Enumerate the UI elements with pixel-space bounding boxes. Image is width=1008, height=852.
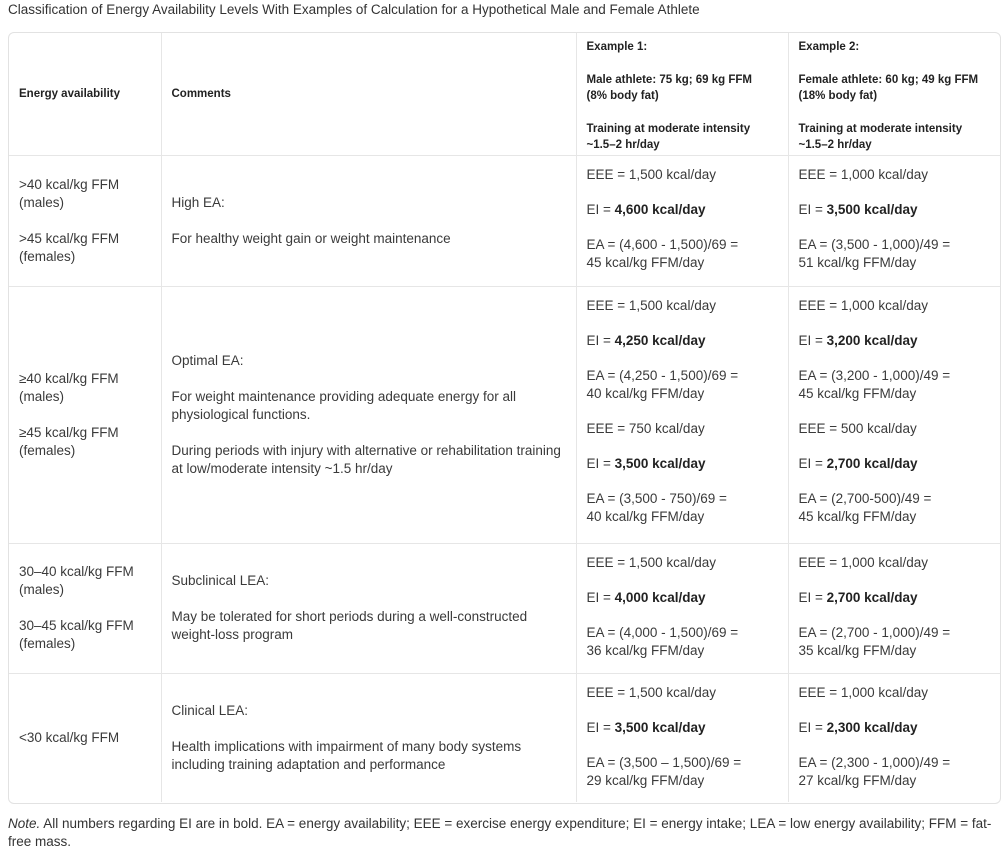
comment-text: For weight maintenance providing adequate energy for all physiological functions. — [171, 388, 516, 422]
example-2-cell — [788, 673, 1000, 802]
comment-category: Clinical LEA: — [171, 702, 249, 718]
ea-range-female: 30–45 kcal/kg FFM (females) — [19, 618, 134, 651]
eee-value: EEE = 1,000 kcal/day — [798, 684, 928, 700]
ea-range-cell — [9, 286, 161, 543]
example-1-training: Training at moderate intensity ~1.5–2 hr/day — [586, 123, 751, 151]
eee-value: EEE = 1,000 kcal/day — [798, 166, 928, 182]
comment-category: High EA: — [171, 194, 225, 210]
comment-text-injury: During periods with injury with alternative or rehabilitation training at low/moderate intensity ~1.5 hr/day — [171, 442, 561, 476]
ei-value: 3,500 kcal/day — [614, 719, 706, 735]
example-2-cell — [788, 155, 1000, 286]
example-1-cell — [576, 673, 788, 802]
example-2-cell — [788, 286, 1000, 543]
ea-calculation: EA = (3,500 – 1,500)/69 = 29 kcal/kg FFM/day — [586, 754, 742, 788]
example-1-title: Example 1: — [586, 41, 648, 53]
ei-label: EI = — [586, 332, 615, 348]
ei-label: EI = — [586, 455, 615, 471]
ei-label: EI = — [586, 201, 615, 217]
table-row — [9, 155, 1000, 286]
eee-value-injury: EEE = 750 kcal/day — [586, 420, 705, 436]
ea-range-cell — [9, 543, 161, 673]
comment-text: May be tolerated for short periods during a well-constructed weight-loss program — [171, 609, 528, 642]
ei-label: EI = — [798, 589, 827, 605]
eee-value-injury: EEE = 500 kcal/day — [798, 420, 917, 436]
comment-text: For healthy weight gain or weight maintenance — [171, 230, 451, 246]
ei-label: EI = — [798, 719, 827, 735]
ei-value: 4,000 kcal/day — [614, 589, 706, 605]
ei-label: EI = — [586, 719, 615, 735]
ei-value: 2,700 kcal/day — [826, 589, 918, 605]
ei-value: 4,600 kcal/day — [614, 201, 706, 217]
table-row — [9, 673, 1000, 802]
example-2-athlete: Female athlete: 60 kg; 49 kg FFM (18% body fat) — [798, 74, 979, 102]
ea-calculation: EA = (4,000 - 1,500)/69 = 36 kcal/kg FFM/day — [586, 624, 739, 658]
ei-value: 3,200 kcal/day — [826, 332, 918, 348]
ea-calculation-injury: EA = (3,500 - 750)/69 = 40 kcal/kg FFM/day — [586, 490, 727, 524]
example-2-cell — [788, 543, 1000, 673]
example-1-cell — [576, 543, 788, 673]
header-example-1 — [576, 33, 788, 155]
ea-calculation: EA = (4,250 - 1,500)/69 = 40 kcal/kg FFM/day — [586, 367, 739, 401]
ea-range-female: >45 kcal/kg FFM (females) — [19, 230, 120, 264]
ea-range-cell — [9, 155, 161, 286]
ei-value-injury: 2,700 kcal/day — [826, 455, 918, 471]
eee-value: EEE = 1,500 kcal/day — [586, 166, 716, 182]
example-2-title: Example 2: — [798, 41, 860, 53]
comment-category: Subclinical LEA: — [171, 573, 270, 588]
header-comments: Comments — [161, 33, 576, 155]
ea-calculation: EA = (4,600 - 1,500)/69 = 45 kcal/kg FFM/day — [586, 236, 739, 270]
example-1-athlete: Male athlete: 75 kg; 69 kg FFM (8% body fat) — [586, 74, 753, 102]
eee-value: EEE = 1,500 kcal/day — [586, 684, 716, 700]
ei-value: 2,300 kcal/day — [826, 719, 918, 735]
comment-category: Optimal EA: — [171, 352, 244, 368]
example-2-training: Training at moderate intensity ~1.5–2 hr/day — [798, 123, 963, 151]
comments-cell — [161, 286, 576, 543]
note-label: Note. — [8, 816, 41, 831]
eee-value: EEE = 1,500 kcal/day — [586, 554, 716, 570]
ei-value-injury: 3,500 kcal/day — [614, 455, 706, 471]
comments-cell — [161, 543, 576, 673]
table-row — [9, 543, 1000, 673]
ea-range-male: >40 kcal/kg FFM (males) — [19, 176, 120, 210]
ea-range-cell — [9, 673, 161, 802]
table-caption: Classification of Energy Availability Levels With Examples of Calculation for a Hypothetical Male and Female Athlete — [8, 2, 700, 17]
table-row — [9, 286, 1000, 543]
note-text: All numbers regarding EI are in bold. EA = energy availability; EEE = exercise energy expenditure; EI = energy intake; LEA = low energy availability; FFM = fat-free mass. — [8, 816, 992, 849]
ea-range-male: ≥40 kcal/kg FFM (males) — [19, 370, 119, 404]
example-1-cell — [576, 286, 788, 543]
ea-calculation: EA = (2,300 - 1,000)/49 = 27 kcal/kg FFM/day — [798, 754, 951, 788]
eee-value: EEE = 1,500 kcal/day — [586, 297, 716, 313]
ei-label: EI = — [586, 589, 615, 605]
comments-cell — [161, 673, 576, 802]
ei-value: 4,250 kcal/day — [614, 332, 706, 348]
ea-range-male: 30–40 kcal/kg FFM (males) — [19, 564, 134, 597]
ei-label: EI = — [798, 332, 827, 348]
energy-availability-table — [8, 32, 1001, 804]
ei-value: 3,500 kcal/day — [826, 201, 918, 217]
ea-range-female: ≥45 kcal/kg FFM (females) — [19, 424, 119, 458]
ea-calculation: EA = (3,200 - 1,000)/49 = 45 kcal/kg FFM/day — [798, 367, 951, 401]
ea-range: <30 kcal/kg FFM — [19, 729, 120, 745]
header-energy-availability: Energy availability — [9, 33, 161, 155]
ea-calculation: EA = (3,500 - 1,000)/49 = 51 kcal/kg FFM/day — [798, 236, 951, 270]
comment-text: Health implications with impairment of many body systems including training adaptation and performance — [171, 738, 522, 772]
header-example-2 — [788, 33, 1000, 155]
ei-label: EI = — [798, 455, 827, 471]
ei-label: EI = — [798, 201, 827, 217]
table-header-row — [9, 33, 1000, 155]
table-note — [8, 815, 993, 851]
eee-value: EEE = 1,000 kcal/day — [798, 297, 928, 313]
ea-calculation: EA = (2,700 - 1,000)/49 = 35 kcal/kg FFM/day — [798, 624, 951, 658]
comments-cell — [161, 155, 576, 286]
eee-value: EEE = 1,000 kcal/day — [798, 554, 928, 570]
ea-calculation-injury: EA = (2,700-500)/49 = 45 kcal/kg FFM/day — [798, 490, 932, 524]
example-1-cell — [576, 155, 788, 286]
